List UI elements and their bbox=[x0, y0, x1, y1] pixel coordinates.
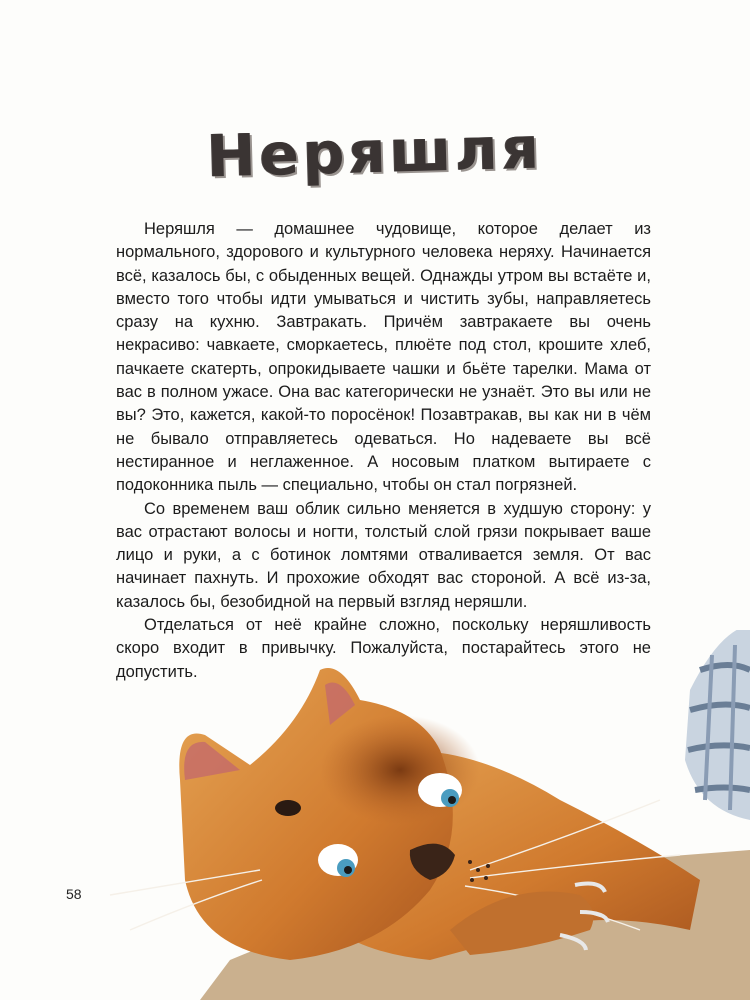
paragraph: Со временем ваш облик сильно меняется в худшую сторону: у вас отрастают волосы и ногти, толстый слой грязи покрывает ваше лицо и руки, а с ботинок ломтями отваливается земля. От вас начинает пахнуть. И прохожие обходят вас стороной. А всё из-за, казалось бы, безобидной на первый взгляд неряшли. bbox=[116, 499, 651, 611]
striped-cloth bbox=[685, 630, 750, 820]
cat-illustration bbox=[0, 630, 750, 1000]
page-title: Неряшля bbox=[206, 113, 544, 191]
paragraph: Отделаться от неё крайне сложно, поскольку неряшливость скоро входит в привычку. Пожалуйста, постарайтесь этого не допустить. bbox=[116, 616, 651, 681]
paragraph: Неряшля — домашнее чудовище, которое делает из нормального, здорового и культурного человека неряху. Начинается всё, казалось бы, с обыденных вещей. Однажды утром вы встаёте и, вместо того чтобы идти умываться и чистить зубы, направляетесь сразу на кухню. Завтракать. Причём завтракаете вы очень некрасиво: чавкаете, сморкаетесь, плюёте под стол, крошите хлеб, пачкаете скатерть, опрокидываете чашки и бьёте тарелки. Мама от вас в полном ужасе. Она вас категорически не узнаёт. Это вы или не вы? Это, кажется, какой-то поросёнок! Позавтракав, вы как ни в чём не бывало отправляетесь одеваться. Но надеваете вы всё нестиранное и неглаженное. А носовым платком вытираете с подоконника пыль — специально, чтобы он стал погрязней. bbox=[116, 220, 651, 495]
page-number: 58 bbox=[66, 886, 82, 902]
body-text bbox=[116, 218, 651, 684]
